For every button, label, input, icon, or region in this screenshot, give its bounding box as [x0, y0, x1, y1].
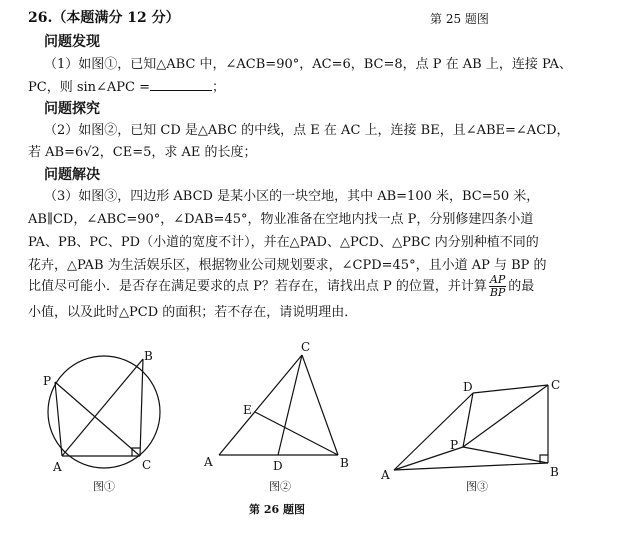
fig2-label-c: C — [301, 340, 311, 354]
fraction-numerator: AP — [489, 273, 506, 286]
fig3-label-a: A — [381, 468, 390, 482]
fig2-side-bc — [302, 355, 338, 455]
part1-line1: （1）如图①，已知△ABC 中，∠ACB=90°，AC=6，BC=8，点 P 在 AB 上，连接 PA、 — [44, 57, 572, 72]
fig1-label-p: P — [43, 374, 52, 388]
part2-heading: 问题探究 — [44, 101, 100, 117]
fig1-caption: 图① — [93, 480, 115, 493]
fig1-label-b: B — [144, 349, 153, 363]
fig1-circle — [48, 356, 160, 468]
part3-line2: AB∥CD，∠ABC=90°，∠DAB=45°，物业准备在空地内找一点 P，分别修建四条小道 — [28, 212, 534, 227]
fig2-label-b: B — [340, 456, 349, 470]
fig2-label-a: A — [204, 455, 213, 469]
part1-line2-text: PC，则 sin∠APC = — [28, 80, 151, 95]
part3-line5-end: 的最 — [508, 279, 535, 294]
fig3-caption: 图③ — [466, 480, 488, 493]
fig3-label-p: P — [450, 438, 459, 452]
figure-main-caption: 第 26 题图 — [249, 503, 305, 516]
part1-line2-end: ； — [212, 80, 226, 95]
fig3-path-pc — [463, 385, 548, 447]
fig3-side-cd — [473, 385, 548, 393]
part1-heading: 问题发现 — [44, 34, 100, 50]
fig2-caption: 图② — [269, 480, 291, 493]
fig1-diameter-ab — [62, 359, 143, 456]
fig1-segment-pc — [55, 382, 140, 456]
question-title: 26.（本题满分 12 分） — [28, 10, 180, 26]
fig2-label-d: D — [273, 459, 283, 473]
fig1-label-c: C — [142, 458, 152, 472]
fig3-label-c: C — [551, 378, 561, 392]
part2-line2: 若 AB=6√2，CE=5，求 AE 的长度； — [28, 145, 257, 160]
part3-line4: 花卉，△PAB 为生活娱乐区，根据物业公司规划要求，∠CPD=45°，且小道 AP 与 BP 的 — [28, 258, 547, 273]
fig3-label-d: D — [463, 380, 473, 394]
part2-line1: （2）如图②，已知 CD 是△ABC 的中线，点 E 在 AC 上，连接 BE，且∠ABE=∠ACD， — [44, 123, 570, 138]
fig3-path-pb — [463, 447, 548, 463]
part3-heading: 问题解决 — [44, 167, 100, 183]
part3-line1: （3）如图③，四边形 ABCD 是某小区的一块空地，其中 AB=100 米，BC=50 米， — [44, 189, 540, 204]
fig2-segment-be — [255, 412, 338, 455]
fig3-side-ab — [394, 463, 548, 470]
previous-figure-caption: 第 25 题图 — [430, 12, 489, 26]
fig2-label-e: E — [243, 403, 252, 417]
fig1-side-bc — [140, 359, 143, 456]
part3-line3: PA、PB、PC、PD（小道的宽度不计），并在△PAD、△PCD、△PBC 内分别种植不同的 — [28, 235, 539, 250]
fig1-label-a: A — [53, 460, 62, 474]
part3-line6: 小值，以及此时△PCD 的面积；若不存在，请说明理由． — [28, 305, 358, 320]
fraction-denominator: BP — [489, 286, 506, 299]
fig3-side-da — [394, 393, 473, 470]
fig3-label-b: B — [550, 465, 559, 479]
part3-line5-text: 比值尽可能小．是否存在满足要求的点 P？若存在，请找出点 P 的位置，并计算 — [28, 279, 487, 294]
